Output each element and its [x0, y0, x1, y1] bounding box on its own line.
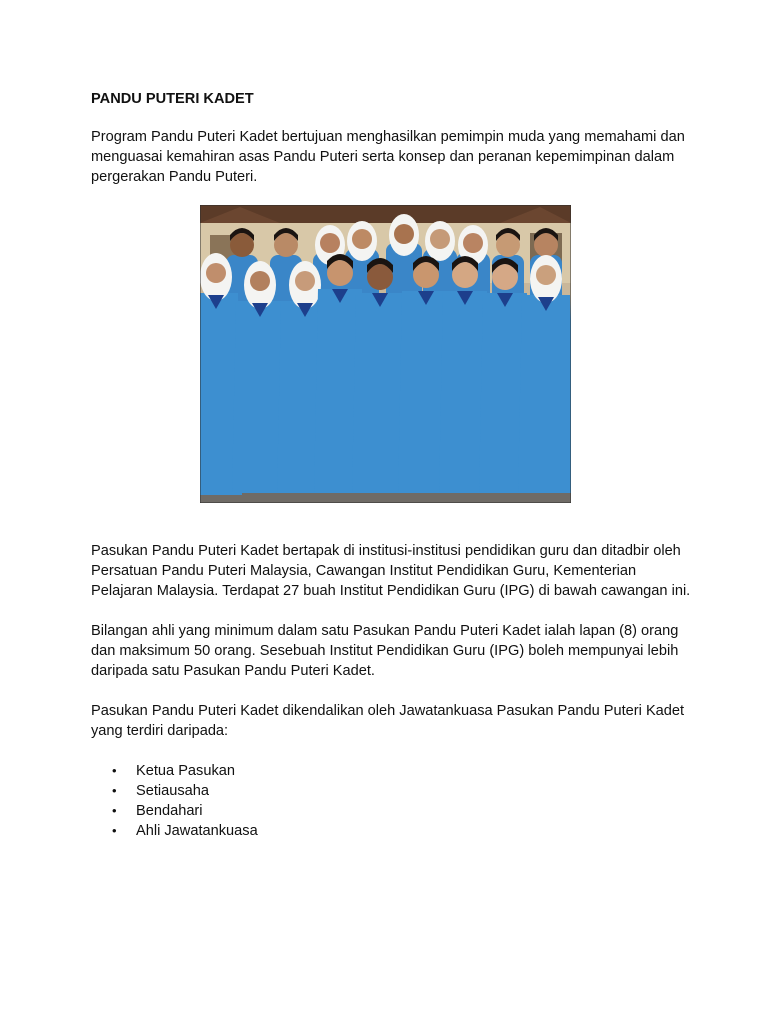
paragraph-committee-intro: Pasukan Pandu Puteri Kadet dikendalikan oleh Jawatankuasa Pasukan Pandu Puteri Kadet yang terdiri daripada: [91, 703, 685, 739]
paragraph-membership: Bilangan ahli yang minimum dalam satu Pasukan Pandu Puteri Kadet ialah lapan (8) orang dan maksimum 50 orang. Sesebuah Institut Pendidikan Guru (IPG) boleh mempunyai lebih daripada satu Pasukan Pandu Puteri Kadet. [91, 623, 679, 679]
intro-paragraph: Program Pandu Puteri Kadet bertujuan menghasilkan pemimpin muda yang memahami dan menguasai kemahiran asas Pandu Puteri serta konsep dan peranan kepemimpinan dalam pergerakan Pandu Puteri. [91, 129, 685, 185]
paragraph-institutions: Pasukan Pandu Puteri Kadet bertapak di institusi-institusi pendidikan guru dan ditadbir oleh Persatuan Pandu Puteri Malaysia, Cawangan Institut Pendidikan Guru, Kementerian Pelajaran Malaysia. Terdapat 27 buah Institut Pendidikan Guru (IPG) di bawah cawangan ini. [91, 543, 691, 599]
group-photo-illustration [200, 205, 571, 503]
group-photo [200, 205, 571, 503]
document-body [91, 89, 691, 187]
list-item: • Setiausaha [136, 781, 691, 801]
page-title: PANDU PUTERI KADET [91, 91, 254, 107]
document-body-continued [91, 541, 691, 841]
committee-list [91, 761, 691, 841]
list-item: • Bendahari [136, 801, 691, 821]
list-item: • Ketua Pasukan [136, 761, 691, 781]
list-item: • Ahli Jawatankuasa [136, 821, 691, 841]
